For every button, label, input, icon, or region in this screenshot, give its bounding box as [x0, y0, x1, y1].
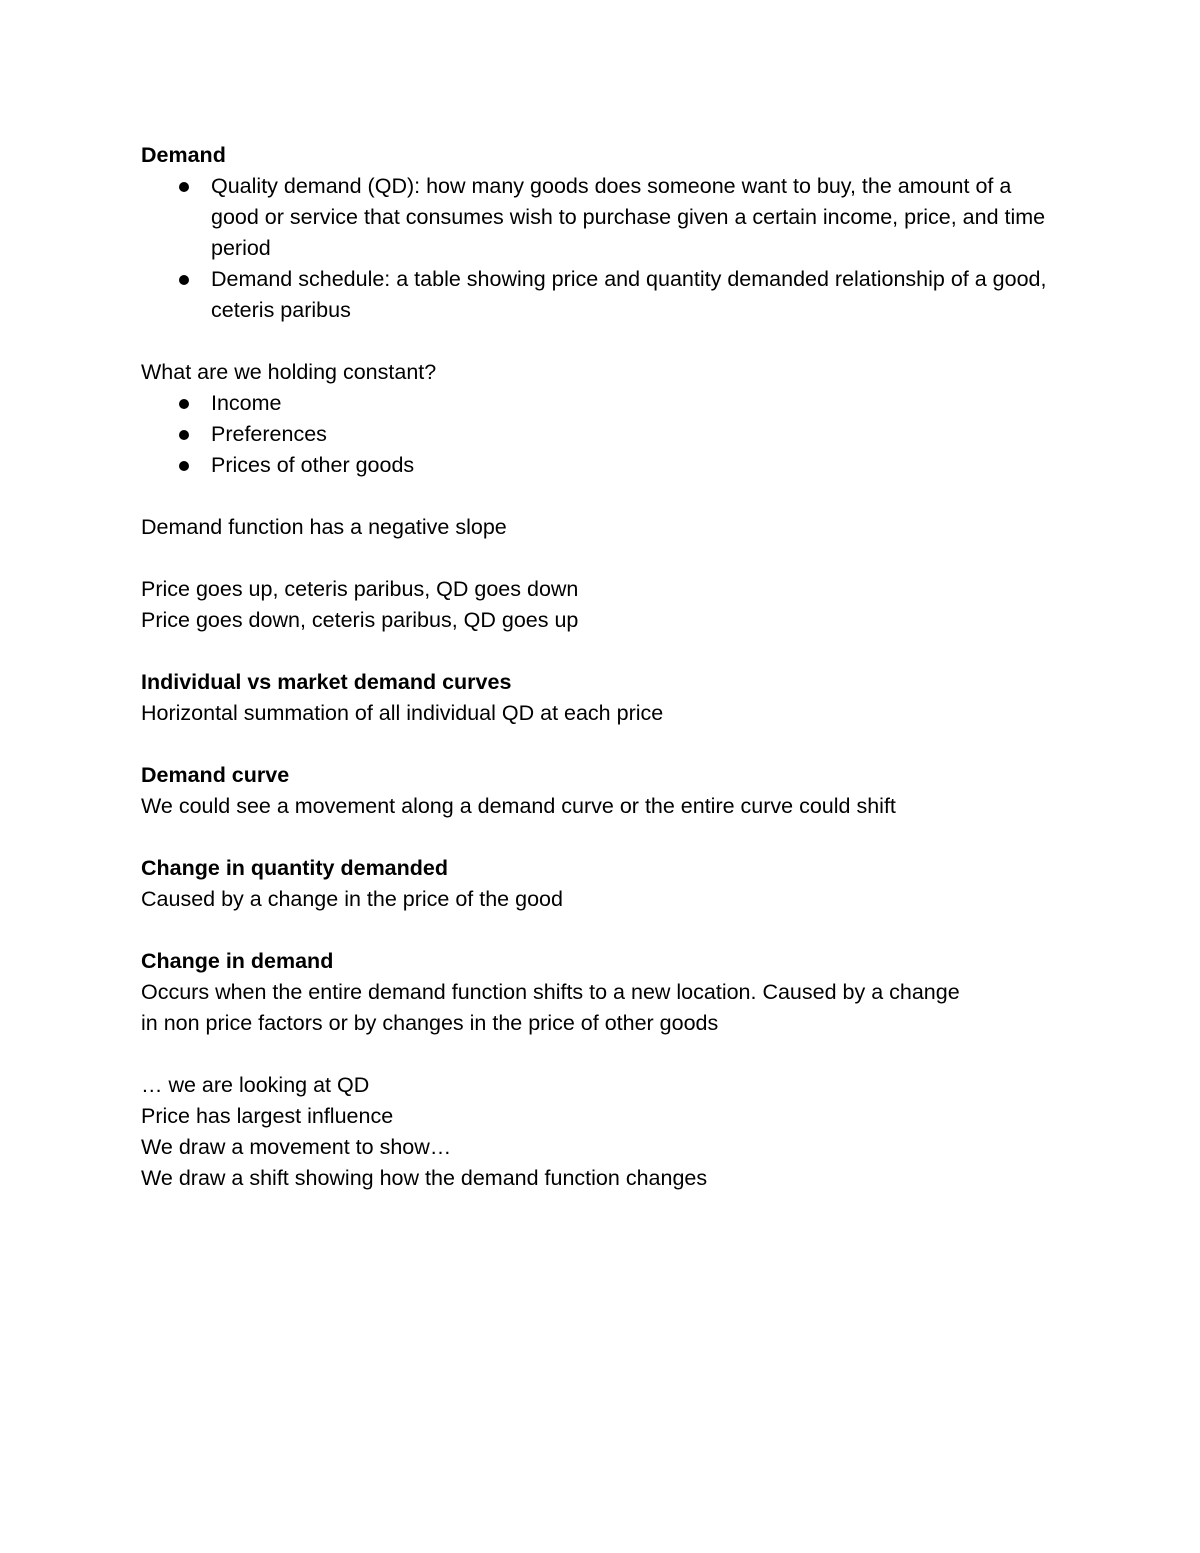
bullet-text: Quality demand (QD): how many goods does someone want to buy, the amount of a good or service that consumes wish to purchase given a certain income, price, and time period: [211, 174, 1046, 260]
final-line-4: We draw a shift showing how the demand function changes: [141, 1166, 708, 1190]
qd-change-heading: Change in quantity demanded: [141, 856, 448, 880]
final-line-2: Price has largest influence: [141, 1104, 394, 1128]
final-line-1: … we are looking at QD: [141, 1073, 370, 1097]
bullet-icon: [179, 399, 189, 409]
list-item: [141, 450, 1061, 481]
demand-change-text-2: in non price factors or by changes in the price of other goods: [141, 1011, 719, 1035]
bullet-text: Prices of other goods: [211, 453, 415, 477]
list-item: [141, 264, 1061, 326]
demand-change-text-1: Occurs when the entire demand function shifts to a new location. Caused by a change: [141, 980, 960, 1004]
list-item: [141, 388, 1061, 419]
bullet-text: Demand schedule: a table showing price and quantity demanded relationship of a good, ceteris paribus: [211, 267, 1047, 322]
bullet-text: Preferences: [211, 422, 327, 446]
demand-change-heading: Change in demand: [141, 949, 334, 973]
individual-heading: Individual vs market demand curves: [141, 670, 512, 694]
curve-text: We could see a movement along a demand curve or the entire curve could shift: [141, 794, 896, 818]
list-item: [141, 419, 1061, 450]
final-line-3: We draw a movement to show…: [141, 1135, 452, 1159]
bullet-icon: [179, 182, 189, 192]
price-down-line: Price goes down, ceteris paribus, QD goes up: [141, 608, 579, 632]
document-page: [141, 140, 1061, 1194]
bullet-icon: [179, 461, 189, 471]
list-item: [141, 171, 1061, 264]
demand-bullet-list: [141, 171, 1061, 326]
qd-change-text: Caused by a change in the price of the good: [141, 887, 563, 911]
bullet-icon: [179, 430, 189, 440]
bullet-icon: [179, 275, 189, 285]
curve-heading: Demand curve: [141, 763, 290, 787]
holding-bullet-list: [141, 388, 1061, 481]
holding-question: What are we holding constant?: [141, 360, 437, 384]
price-up-line: Price goes up, ceteris paribus, QD goes down: [141, 577, 579, 601]
demand-heading: Demand: [141, 143, 226, 167]
bullet-text: Income: [211, 391, 282, 415]
individual-text: Horizontal summation of all individual QD at each price: [141, 701, 664, 725]
slope-line: Demand function has a negative slope: [141, 515, 507, 539]
